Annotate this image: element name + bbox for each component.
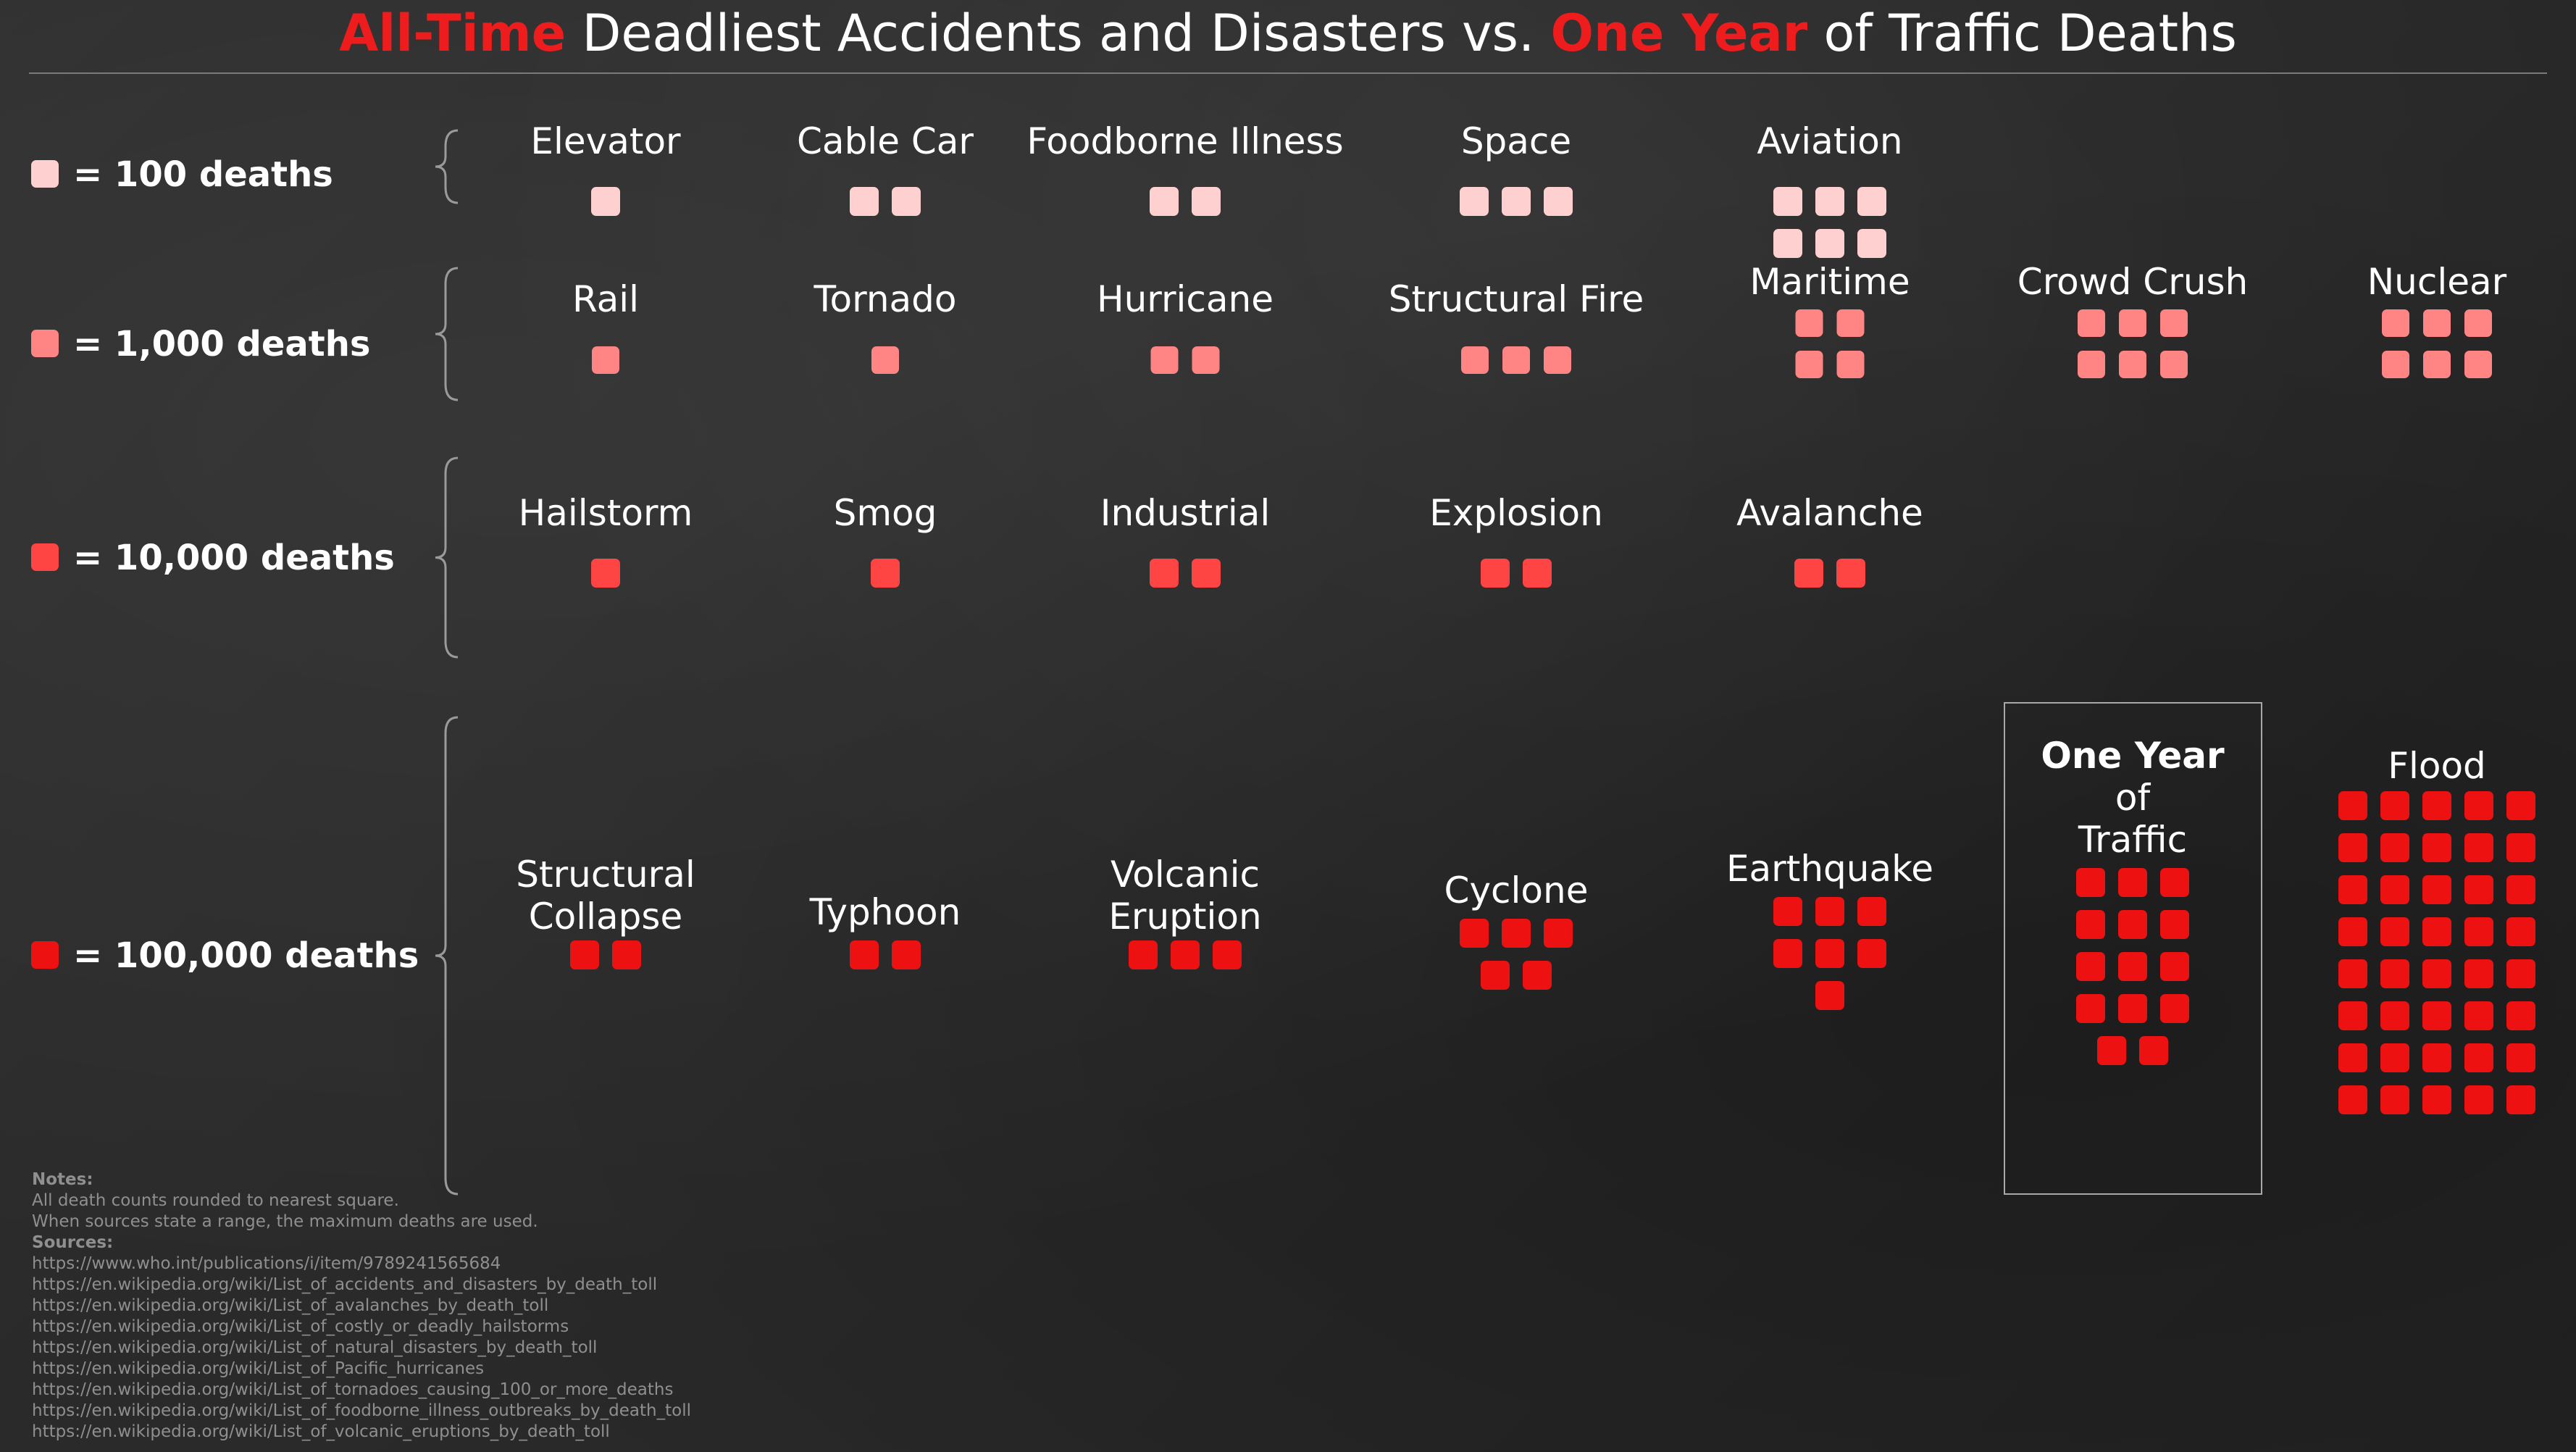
square-flood bbox=[2506, 959, 2535, 988]
source-link[interactable]: https://www.who.int/publications/i/item/9789241565684 bbox=[32, 1254, 501, 1273]
category-label-cable-car: Cable Car bbox=[797, 120, 974, 162]
category-label-one-year-of-traffic: Traffic bbox=[2078, 819, 2188, 861]
category-label-volcanic-eruption: Volcanic bbox=[1110, 854, 1260, 896]
notes-block bbox=[32, 1169, 691, 1443]
square-flood bbox=[2506, 1043, 2535, 1072]
notes-heading: Notes: bbox=[32, 1170, 93, 1189]
legend-swatch bbox=[31, 543, 59, 571]
square-aviation bbox=[1815, 187, 1844, 216]
square-cyclone bbox=[1523, 961, 1552, 990]
square-flood bbox=[2464, 1085, 2493, 1114]
tier-brace bbox=[435, 458, 458, 657]
category-label-tornado: Tornado bbox=[814, 278, 957, 320]
square-flood bbox=[2380, 833, 2409, 862]
source-link[interactable]: https://en.wikipedia.org/wiki/List_of_avalanches_by_death_toll bbox=[32, 1296, 549, 1315]
square-space bbox=[1460, 187, 1489, 216]
square-crowd-crush bbox=[2119, 309, 2146, 337]
square-industrial bbox=[1192, 559, 1221, 588]
square-flood bbox=[2422, 1085, 2451, 1114]
square-elevator bbox=[591, 187, 620, 216]
square-structural-collapse bbox=[570, 940, 599, 969]
square-one-year-of-traffic bbox=[2118, 910, 2147, 939]
source-link[interactable]: https://en.wikipedia.org/wiki/List_of_natural_disasters_by_death_toll bbox=[32, 1338, 598, 1357]
category-label-earthquake: Earthquake bbox=[1726, 848, 1934, 890]
square-flood bbox=[2338, 875, 2367, 904]
square-crowd-crush bbox=[2078, 351, 2105, 378]
square-earthquake bbox=[1773, 897, 1802, 926]
square-earthquake bbox=[1857, 939, 1886, 968]
category-label-crowd-crush: Crowd Crush bbox=[2017, 261, 2249, 303]
square-flood bbox=[2380, 1043, 2409, 1072]
square-maritime bbox=[1837, 351, 1865, 378]
legend-swatch bbox=[31, 941, 59, 969]
square-cable-car bbox=[892, 187, 921, 216]
category-label-structural-collapse: Collapse bbox=[528, 896, 683, 938]
square-flood bbox=[2380, 1085, 2409, 1114]
category-label-aviation: Aviation bbox=[1757, 120, 1903, 162]
square-flood bbox=[2338, 833, 2367, 862]
square-flood bbox=[2380, 791, 2409, 820]
square-typhoon bbox=[892, 940, 921, 969]
square-flood bbox=[2422, 1001, 2451, 1030]
square-flood bbox=[2380, 959, 2409, 988]
category-label-structural-collapse: Structural bbox=[516, 854, 695, 896]
square-industrial bbox=[1150, 559, 1179, 588]
square-flood bbox=[2464, 917, 2493, 946]
square-flood bbox=[2506, 917, 2535, 946]
square-structural-fire bbox=[1502, 346, 1530, 374]
square-flood bbox=[2506, 1085, 2535, 1114]
square-earthquake bbox=[1857, 897, 1886, 926]
square-flood bbox=[2422, 875, 2451, 904]
square-space bbox=[1544, 187, 1573, 216]
square-one-year-of-traffic bbox=[2160, 910, 2189, 939]
category-label-flood: Flood bbox=[2388, 745, 2486, 787]
square-tornado bbox=[871, 346, 899, 374]
category-label-rail: Rail bbox=[572, 278, 640, 320]
square-aviation bbox=[1773, 187, 1802, 216]
square-one-year-of-traffic bbox=[2160, 952, 2189, 981]
category-label-cyclone: Cyclone bbox=[1444, 869, 1589, 911]
tier-brace bbox=[435, 268, 458, 400]
square-avalanche bbox=[1794, 559, 1823, 588]
square-earthquake bbox=[1815, 939, 1844, 968]
square-flood bbox=[2506, 833, 2535, 862]
square-one-year-of-traffic bbox=[2160, 994, 2189, 1023]
square-hurricane bbox=[1151, 346, 1179, 374]
square-one-year-of-traffic bbox=[2118, 952, 2147, 981]
category-label-foodborne-illness: Foodborne Illness bbox=[1026, 120, 1344, 162]
square-rail bbox=[592, 346, 619, 374]
square-maritime bbox=[1837, 309, 1865, 337]
tier-brace bbox=[435, 717, 458, 1194]
notes-line: When sources state a range, the maximum deaths are used. bbox=[32, 1212, 538, 1231]
square-crowd-crush bbox=[2160, 309, 2188, 337]
square-one-year-of-traffic bbox=[2139, 1036, 2168, 1065]
source-link[interactable]: https://en.wikipedia.org/wiki/List_of_foodborne_illness_outbreaks_by_death_toll bbox=[32, 1401, 691, 1420]
square-cyclone bbox=[1481, 961, 1510, 990]
square-flood bbox=[2422, 959, 2451, 988]
square-nuclear bbox=[2423, 309, 2451, 337]
source-link[interactable]: https://en.wikipedia.org/wiki/List_of_costly_or_deadly_hailstorms bbox=[32, 1317, 569, 1336]
square-one-year-of-traffic bbox=[2076, 910, 2105, 939]
square-explosion bbox=[1523, 559, 1552, 588]
square-aviation bbox=[1815, 229, 1844, 258]
square-typhoon bbox=[850, 940, 879, 969]
square-flood bbox=[2464, 875, 2493, 904]
square-cyclone bbox=[1460, 919, 1489, 948]
square-flood bbox=[2338, 1043, 2367, 1072]
legend-label: = 10,000 deaths bbox=[73, 538, 395, 578]
square-crowd-crush bbox=[2119, 351, 2146, 378]
category-label-one-year-of-traffic: of bbox=[2115, 777, 2151, 819]
square-flood bbox=[2422, 1043, 2451, 1072]
square-flood bbox=[2338, 1001, 2367, 1030]
square-flood bbox=[2506, 875, 2535, 904]
square-flood bbox=[2338, 917, 2367, 946]
square-one-year-of-traffic bbox=[2160, 868, 2189, 897]
legend-label: = 100 deaths bbox=[73, 154, 333, 195]
category-label-explosion: Explosion bbox=[1429, 492, 1603, 534]
square-earthquake bbox=[1773, 939, 1802, 968]
square-maritime bbox=[1796, 309, 1823, 337]
square-nuclear bbox=[2464, 351, 2492, 378]
category-label-avalanche: Avalanche bbox=[1736, 492, 1923, 534]
notes-line: All death counts rounded to nearest square. bbox=[32, 1191, 399, 1210]
legend-label: = 1,000 deaths bbox=[73, 324, 371, 364]
square-avalanche bbox=[1836, 559, 1865, 588]
category-label-industrial: Industrial bbox=[1100, 492, 1271, 534]
square-flood bbox=[2380, 917, 2409, 946]
square-flood bbox=[2506, 791, 2535, 820]
chart-marks bbox=[516, 120, 2535, 1194]
title-all-time: All-Time bbox=[339, 4, 566, 63]
square-flood bbox=[2464, 1001, 2493, 1030]
source-link[interactable]: https://en.wikipedia.org/wiki/List_of_Pacific_hurricanes bbox=[32, 1359, 485, 1378]
square-flood bbox=[2380, 1001, 2409, 1030]
square-one-year-of-traffic bbox=[2076, 868, 2105, 897]
square-flood bbox=[2338, 791, 2367, 820]
square-flood bbox=[2506, 1001, 2535, 1030]
square-foodborne-illness bbox=[1150, 187, 1179, 216]
square-structural-fire bbox=[1461, 346, 1489, 374]
square-maritime bbox=[1796, 351, 1823, 378]
square-structural-collapse bbox=[612, 940, 641, 969]
square-flood bbox=[2422, 791, 2451, 820]
category-label-maritime: Maritime bbox=[1749, 261, 1910, 303]
square-cable-car bbox=[850, 187, 879, 216]
square-volcanic-eruption bbox=[1129, 940, 1158, 969]
square-flood bbox=[2338, 959, 2367, 988]
square-flood bbox=[2380, 875, 2409, 904]
category-label-hurricane: Hurricane bbox=[1097, 278, 1274, 320]
category-label-hailstorm: Hailstorm bbox=[518, 492, 693, 534]
square-hurricane bbox=[1192, 346, 1220, 374]
category-label-space: Space bbox=[1460, 120, 1572, 162]
square-flood bbox=[2464, 833, 2493, 862]
category-label-one-year-of-traffic: One Year bbox=[2041, 735, 2225, 777]
square-earthquake bbox=[1815, 981, 1844, 1010]
chart-title bbox=[339, 4, 2237, 63]
category-label-nuclear: Nuclear bbox=[2367, 261, 2507, 303]
square-nuclear bbox=[2382, 351, 2409, 378]
square-aviation bbox=[1857, 229, 1886, 258]
square-flood bbox=[2422, 917, 2451, 946]
square-one-year-of-traffic bbox=[2076, 994, 2105, 1023]
square-volcanic-eruption bbox=[1171, 940, 1200, 969]
title-one-year: One Year bbox=[1550, 4, 1808, 63]
square-foodborne-illness bbox=[1192, 187, 1221, 216]
source-link[interactable]: https://en.wikipedia.org/wiki/List_of_tornadoes_causing_100_or_more_deaths bbox=[32, 1380, 674, 1399]
legend-swatch bbox=[31, 160, 59, 188]
square-nuclear bbox=[2464, 309, 2492, 337]
category-label-volcanic-eruption: Eruption bbox=[1108, 896, 1262, 938]
category-label-structural-fire: Structural Fire bbox=[1388, 278, 1644, 320]
square-flood bbox=[2422, 833, 2451, 862]
legend-swatch bbox=[31, 330, 59, 357]
legend-label: = 100,000 deaths bbox=[73, 935, 419, 976]
category-label-smog: Smog bbox=[833, 492, 937, 534]
square-one-year-of-traffic bbox=[2118, 994, 2147, 1023]
square-hailstorm bbox=[591, 559, 620, 588]
square-cyclone bbox=[1502, 919, 1531, 948]
source-link[interactable]: https://en.wikipedia.org/wiki/List_of_accidents_and_disasters_by_death_toll bbox=[32, 1275, 658, 1294]
square-flood bbox=[2464, 1043, 2493, 1072]
tier-brace bbox=[435, 130, 458, 203]
square-flood bbox=[2338, 1085, 2367, 1114]
square-nuclear bbox=[2423, 351, 2451, 378]
square-structural-fire bbox=[1544, 346, 1571, 374]
sources-heading: Sources: bbox=[32, 1233, 114, 1252]
square-flood bbox=[2464, 791, 2493, 820]
legend bbox=[31, 154, 419, 976]
tier-braces bbox=[435, 130, 458, 1194]
square-one-year-of-traffic bbox=[2097, 1036, 2126, 1065]
square-nuclear bbox=[2382, 309, 2409, 337]
title-middle: Deadliest Accidents and Disasters vs. bbox=[566, 4, 1551, 63]
square-smog bbox=[871, 559, 900, 588]
category-label-typhoon: Typhoon bbox=[809, 891, 961, 933]
square-space bbox=[1502, 187, 1531, 216]
square-one-year-of-traffic bbox=[2076, 952, 2105, 981]
square-aviation bbox=[1773, 229, 1802, 258]
square-earthquake bbox=[1815, 897, 1844, 926]
square-volcanic-eruption bbox=[1213, 940, 1242, 969]
square-cyclone bbox=[1544, 919, 1573, 948]
square-crowd-crush bbox=[2078, 309, 2105, 337]
square-crowd-crush bbox=[2160, 351, 2188, 378]
square-aviation bbox=[1857, 187, 1886, 216]
square-one-year-of-traffic bbox=[2118, 868, 2147, 897]
category-label-elevator: Elevator bbox=[530, 120, 681, 162]
square-flood bbox=[2464, 959, 2493, 988]
square-explosion bbox=[1481, 559, 1510, 588]
source-link[interactable]: https://en.wikipedia.org/wiki/List_of_volcanic_eruptions_by_death_toll bbox=[32, 1422, 610, 1441]
title-end: of Traffic Deaths bbox=[1807, 4, 2237, 63]
